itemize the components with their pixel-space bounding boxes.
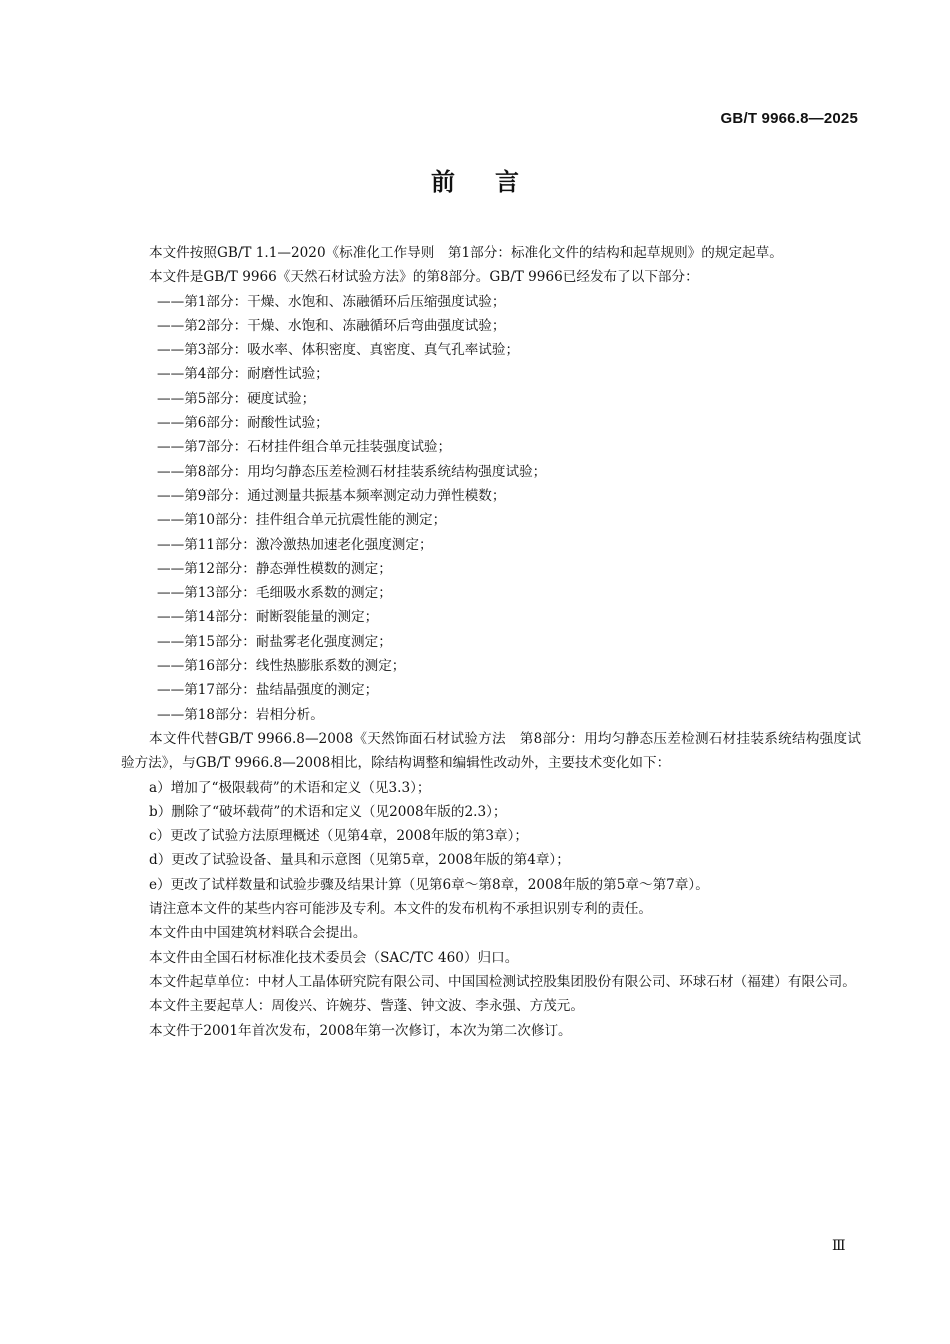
intro-paragraph: 本文件是GB/T 9966《天然石材试验方法》的第8部分。GB/T 9966已经发布了以下部分： xyxy=(149,269,699,286)
parts-list xyxy=(121,290,861,727)
list-item: ——第17部分：盐结晶强度的测定； xyxy=(157,682,379,699)
list-item: d）更改了试验设备、量具和示意图（见第5章，2008年版的第4章）； xyxy=(149,852,570,869)
list-item: ——第3部分：吸水率、体积密度、真密度、真气孔率试验； xyxy=(157,342,520,359)
replace-paragraph: 本文件代替GB/T 9966.8—2008《天然饰面石材试验方法 第8部分：用均匀静态压差检测石材挂装系统结构强度试验方法》，与GB/T 9966.8—2008相比，除结构调整和编辑性改动外，主要技术变化如下： xyxy=(121,730,861,772)
list-item: ——第13部分：毛细吸水系数的测定； xyxy=(157,585,392,602)
list-item: ——第1部分：干燥、水饱和、冻融循环后压缩强度试验； xyxy=(157,293,506,310)
changes-list xyxy=(121,776,861,897)
page-number: Ⅲ xyxy=(832,1238,846,1254)
list-item: ——第7部分：石材挂件组合单元挂装强度试验； xyxy=(157,439,452,456)
list-item: ——第16部分：线性热膨胀系数的测定； xyxy=(157,658,406,675)
list-item: ——第2部分：干燥、水饱和、冻融循环后弯曲强度试验； xyxy=(157,317,506,334)
drafters-paragraph: 本文件主要起草人：周俊兴、许婉芬、訾蓬、钟文波、李永强、方茂元。 xyxy=(149,998,584,1015)
list-item: ——第9部分：通过测量共振基本频率测定动力弹性模数； xyxy=(157,487,506,504)
list-item: e）更改了试样数量和试验步骤及结果计算（见第6章～第8章，2008年版的第5章～第7章）。 xyxy=(149,876,709,893)
list-item: ——第4部分：耐磨性试验； xyxy=(157,366,329,383)
list-item: ——第11部分：激冷激热加速老化强度测定； xyxy=(157,536,433,553)
list-item: ——第5部分：硬度试验； xyxy=(157,390,316,407)
list-item: b）删除了“破坏载荷”的术语和定义（见2008年版的2.3）； xyxy=(149,803,507,820)
list-item: ——第12部分：静态弹性模数的测定； xyxy=(157,560,392,577)
list-item: ——第18部分：岩相分析。 xyxy=(157,706,324,723)
intro-paragraph: 本文件按照GB/T 1.1—2020《标准化工作导则 第1部分：标准化文件的结构和起草规则》的规定起草。 xyxy=(149,245,783,261)
history-paragraph: 本文件于2001年首次发布，2008年第一次修订，本次为第二次修订。 xyxy=(149,1022,572,1039)
drafting-units-paragraph: 本文件起草单位：中材人工晶体研究院有限公司、中国国检测试控股集团股份有限公司、环球石材（福建）有限公司。 xyxy=(149,973,856,990)
patent-notice: 请注意本文件的某些内容可能涉及专利。本文件的发布机构不承担识别专利的责任。 xyxy=(149,901,652,918)
list-item: a）增加了“极限载荷”的术语和定义（见3.3）； xyxy=(149,779,431,796)
list-item: ——第8部分：用均匀静态压差检测石材挂装系统结构强度试验； xyxy=(157,463,547,480)
standard-number: GB/T 9966.8—2025 xyxy=(720,110,858,127)
list-item: ——第10部分：挂件组合单元抗震性能的测定； xyxy=(157,512,447,529)
list-item: ——第15部分：耐盐雾老化强度测定； xyxy=(157,633,392,650)
page-title: 前言 xyxy=(431,168,559,196)
proposer-paragraph: 本文件由中国建筑材料联合会提出。 xyxy=(149,925,367,942)
list-item: ——第6部分：耐酸性试验； xyxy=(157,415,329,432)
foreword-body xyxy=(121,241,861,1043)
list-item: ——第14部分：耐断裂能量的测定； xyxy=(157,609,379,626)
list-item: c）更改了试验方法原理概述（见第4章，2008年版的第3章）； xyxy=(149,828,528,845)
committee-paragraph: 本文件由全国石材标准化技术委员会（SAC/TC 460）归口。 xyxy=(149,949,519,966)
